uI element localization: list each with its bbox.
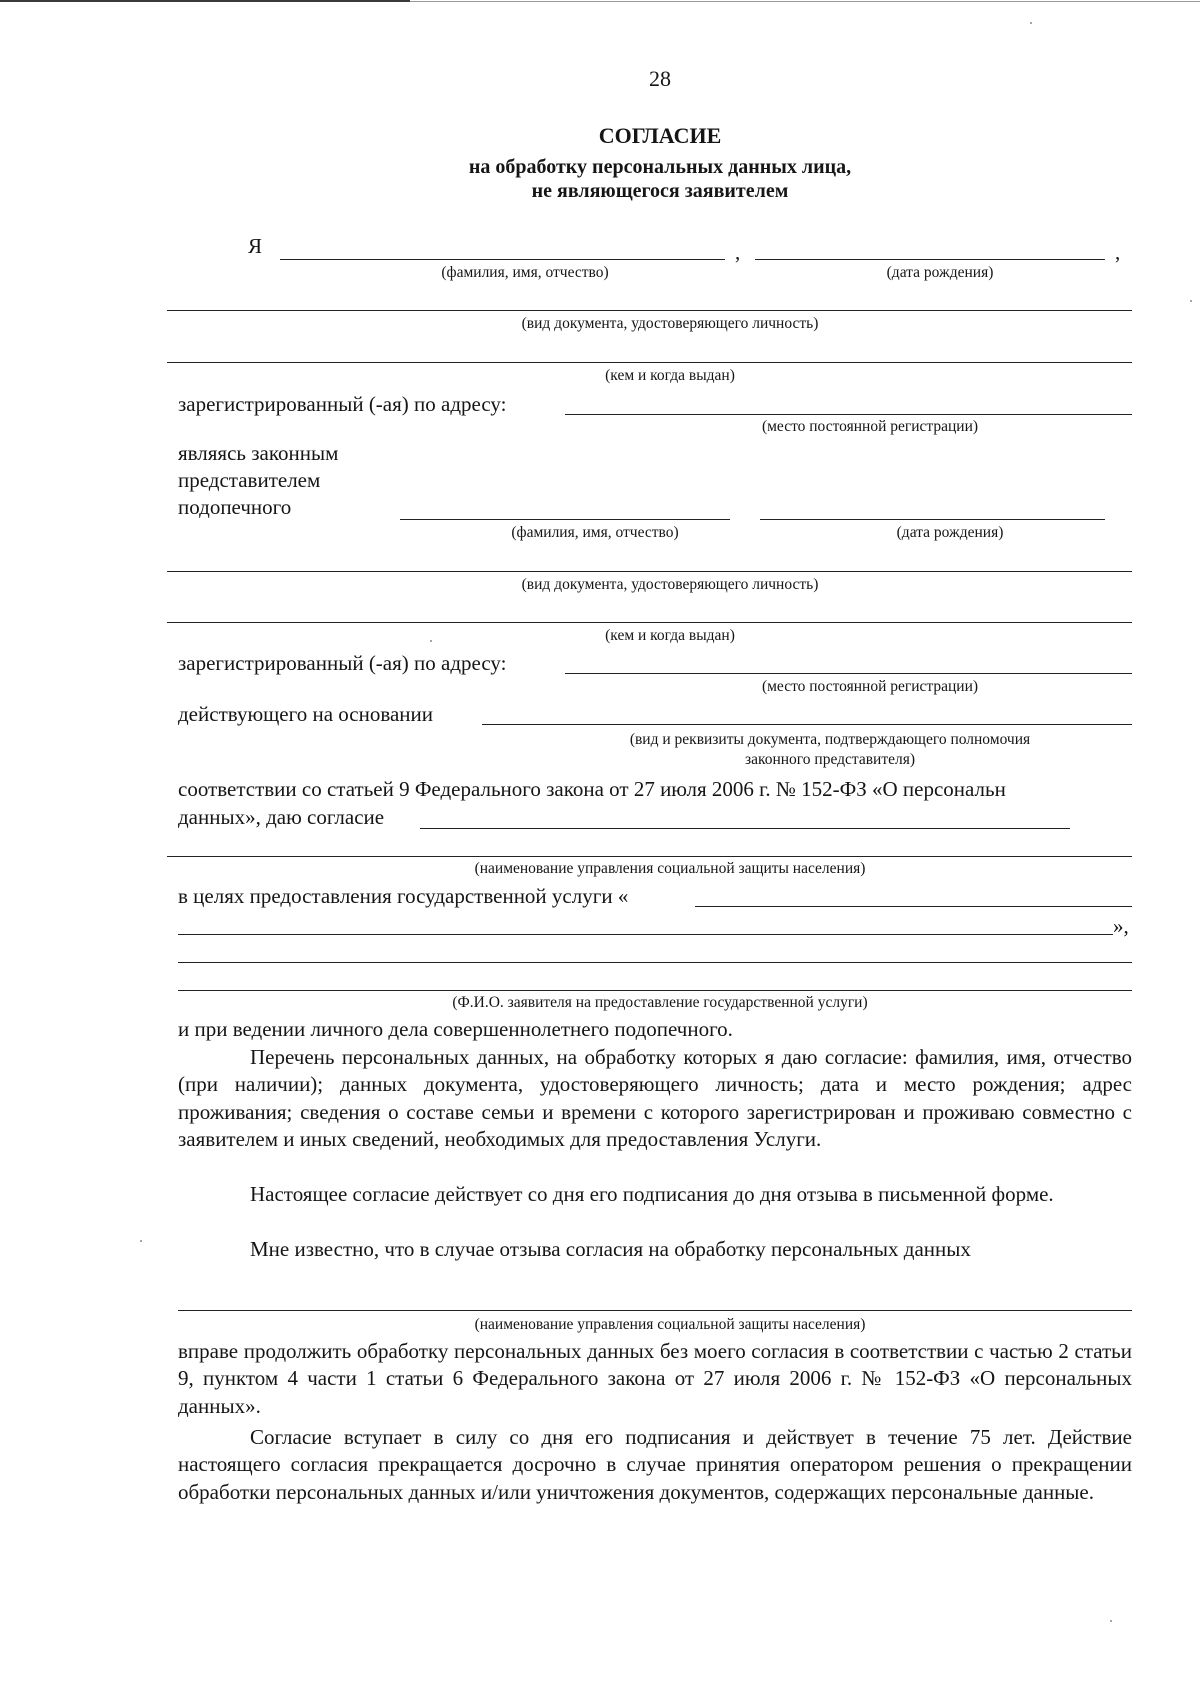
consent-org-field[interactable]	[420, 828, 1070, 829]
registration-caption: (место постоянной регистрации)	[761, 418, 979, 435]
ya-label: Я	[248, 234, 263, 258]
document-subtitle-line1: на обработку персональных данных лица,	[468, 156, 852, 178]
ward-issued-by-field[interactable]	[167, 622, 1132, 623]
ward-registration-caption: (место постоянной регистрации)	[761, 678, 979, 695]
ward-fio-caption: (фамилия, имя, отчество)	[511, 524, 679, 541]
registration-field[interactable]	[565, 414, 1132, 415]
term-paragraph: Согласие вступает в силу со дня его подписания и действует в течение 75 лет. Действие настоящего согласия прекращается досрочно в случае принятия оператором решения о прекращении обработки персональных данных и/или уничтожения документов, содержащих персональные данные.	[178, 1425, 1132, 1504]
issued-by-caption: (кем и когда выдан)	[605, 367, 735, 384]
ward-dob-field[interactable]	[760, 519, 1105, 520]
scan-speck	[140, 1240, 142, 1242]
applicant-field-continued[interactable]	[178, 990, 1132, 991]
ward-label-line3: подопечного	[178, 495, 292, 519]
purpose-label: в целях предоставления государственной услуги «	[178, 884, 629, 908]
ward-registration-label: зарегистрированный (-ая) по адресу:	[178, 651, 507, 675]
ward-label-line2: представителем	[178, 468, 321, 492]
consent-org-caption: (наименование управления социальной защиты населения)	[474, 860, 866, 877]
scan-top-edge	[0, 0, 1200, 3]
consent-text-line1: соответствии со статьей 9 Федерального закона от 27 июля 2006 г. № 152-ФЗ «О персональн	[178, 777, 1006, 801]
basis-field[interactable]	[482, 724, 1132, 725]
processing-paragraph: вправе продолжить обработку персональных данных без моего согласия в соответствии с частью 2 статьи 9, пунктом 4 части 1 статьи 6 Федерального закона от 27 июля 2006 г. № 152-ФЗ «О персональных данных».	[178, 1339, 1132, 1418]
scan-speck	[1110, 1620, 1112, 1622]
ward-issued-by-caption: (кем и когда выдан)	[605, 627, 735, 644]
document-title: СОГЛАСИЕ	[598, 123, 722, 148]
scan-speck	[1030, 22, 1032, 24]
revocation-org-field[interactable]	[178, 1310, 1132, 1311]
dob-caption: (дата рождения)	[886, 264, 994, 281]
ward-fio-field[interactable]	[400, 519, 730, 520]
validity-paragraph: Настоящее согласие действует со дня его подписания до дня отзыва в письменной форме.	[250, 1182, 1054, 1206]
revocation-org-caption: (наименование управления социальной защиты населения)	[474, 1316, 866, 1333]
case-line: и при ведении личного дела совершеннолетнего подопечного.	[178, 1017, 733, 1041]
consent-org-field-continued[interactable]	[167, 856, 1132, 857]
id-document-field[interactable]	[167, 310, 1132, 311]
applicant-caption: (Ф.И.О. заявителя на предоставление государственной услуги)	[452, 994, 868, 1011]
basis-caption-line2: законного представителя)	[744, 751, 916, 768]
close-quote: »,	[1113, 914, 1129, 938]
scan-speck	[1190, 300, 1192, 302]
ward-label-line1: являясь законным	[178, 441, 339, 465]
ward-registration-field[interactable]	[565, 673, 1132, 674]
fio-caption: (фамилия, имя, отчество)	[441, 264, 609, 281]
basis-caption-line1: (вид и реквизиты документа, подтверждающего полномочия	[629, 731, 1031, 748]
data-list-paragraph: Перечень персональных данных, на обработку которых я даю согласие: фамилия, имя, отчество (при наличии); данных документа, удостоверяющего личность; дата и место рождения; адрес проживания; сведения о составе семьи и времени с которого зарегистрирован и проживаю совместно с заявителем и иных сведений, необходимых для предоставления Услуги.	[178, 1045, 1132, 1152]
id-document-caption: (вид документа, удостоверяющего личность)	[521, 315, 819, 332]
comma: ,	[1115, 240, 1121, 264]
dob-field[interactable]	[755, 259, 1105, 260]
page-number: 28	[649, 66, 671, 91]
issued-by-field[interactable]	[167, 362, 1132, 363]
consent-text-line2: данных», даю согласие	[178, 805, 385, 829]
scan-speck	[430, 640, 432, 642]
service-field[interactable]	[695, 906, 1132, 907]
revocation-paragraph: Мне известно, что в случае отзыва согласия на обработку персональных данных	[250, 1237, 971, 1261]
ward-id-document-caption: (вид документа, удостоверяющего личность)	[521, 576, 819, 593]
service-field-continued[interactable]	[178, 934, 1113, 935]
basis-label: действующего на основании	[178, 702, 434, 726]
document-subtitle-line2: не являющегося заявителем	[531, 180, 789, 202]
ward-id-document-field[interactable]	[167, 571, 1132, 572]
fio-field[interactable]	[280, 259, 725, 260]
ward-dob-caption: (дата рождения)	[896, 524, 1004, 541]
registration-label: зарегистрированный (-ая) по адресу:	[178, 392, 507, 416]
comma: ,	[735, 240, 741, 264]
applicant-field[interactable]	[178, 962, 1132, 963]
